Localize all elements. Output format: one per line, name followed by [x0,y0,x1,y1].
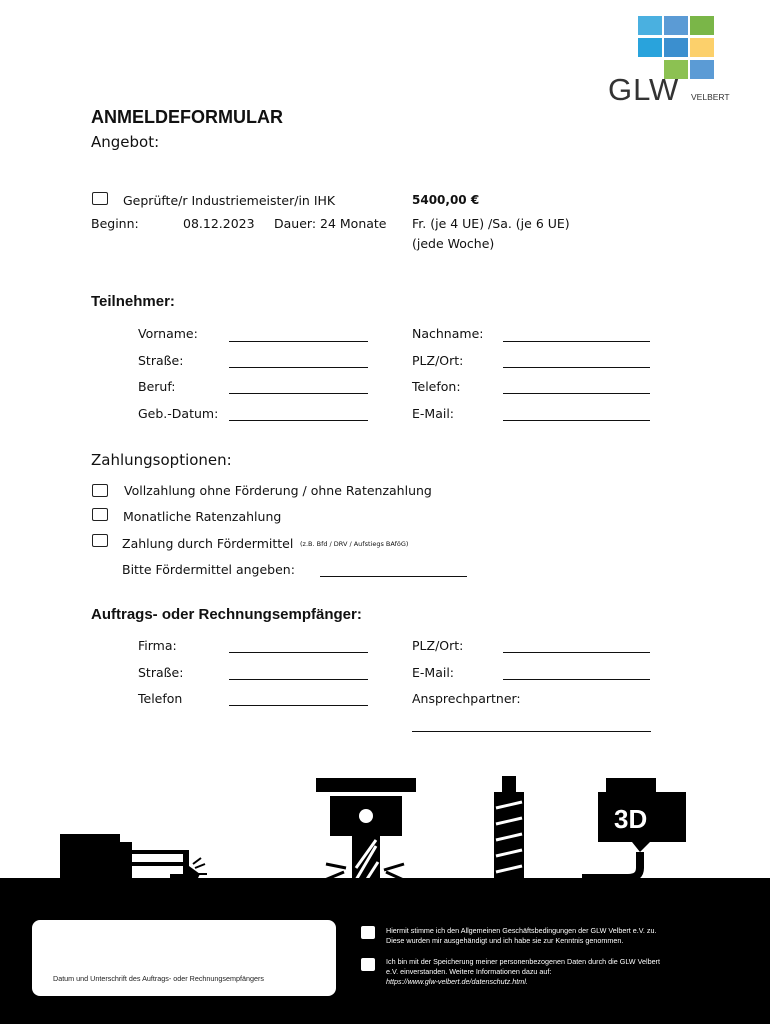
logo-square [664,16,688,35]
payment-heading: Zahlungsoptionen: [91,451,232,469]
terms-text-line: Diese wurden mir ausgehändigt und ich habe sie zur Kenntnis genommen. [386,936,624,945]
logo-square [638,16,662,35]
vorname-field[interactable] [229,341,368,342]
privacy-checkbox[interactable] [361,958,375,971]
participant-heading: Teilnehmer: [91,293,175,310]
recipient-heading: Auftrags- oder Rechnungsempfänger: [91,606,362,623]
terms-text-line: Hiermit stimme ich den Allgemeinen Geschäftsbedingungen der GLW Velbert e.V. zu. [386,926,657,935]
ansprechpartner-field[interactable] [412,731,651,732]
signature-box[interactable] [32,920,336,996]
offer-price: 5400,00 € [412,193,480,207]
privacy-text-line: Ich bin mit der Speicherung meiner personenbezogenen Daten durch die GLW Velbert [386,957,660,966]
payment-option-label: Vollzahlung ohne Förderung / ohne Ratenzahlung [124,483,432,498]
label-recipient-email: E-Mail: [412,665,455,680]
label-email: E-Mail: [412,406,455,421]
logo-subtext: VELBERT [691,92,730,102]
privacy-link[interactable]: https://www.glw-velbert.de/datenschutz.html. [386,977,528,986]
recipient-strasse-field[interactable] [229,679,368,680]
strasse-field[interactable] [229,367,368,368]
telefon-field[interactable] [503,393,650,394]
label-vorname: Vorname: [138,326,198,341]
page-title: ANMELDEFORMULAR [91,107,283,127]
logo-square [638,38,662,57]
milling-machine-icon [316,778,416,890]
label-beruf: Beruf: [138,379,176,394]
logo-text: GLW [608,72,680,107]
label-plz-ort: PLZ/Ort: [412,353,464,368]
logo-square [690,16,714,35]
drill-bit-icon [494,776,524,890]
page-subtitle: Angebot: [91,133,160,151]
machine-illustrations [0,770,770,890]
3d-printer-icon [582,778,686,878]
offer-start-date: 08.12.2023 [183,216,255,231]
payment-option-checkbox[interactable] [92,534,108,547]
offer-course: Geprüfte/r Industriemeister/in IHK [123,193,336,208]
label-nachname: Nachname: [412,326,484,341]
offer-start-label: Beginn: [91,216,139,231]
firma-field[interactable] [229,652,368,653]
label-ansprechpartner: Ansprechpartner: [412,691,521,706]
recipient-telefon-field[interactable] [229,705,368,706]
payment-option-note: (z.B. Bfd / DRV / Aufstiegs BAföG) [300,540,409,548]
3d-label: 3D [614,804,648,834]
label-recipient-telefon: Telefon [138,691,183,706]
terms-checkbox[interactable] [361,926,375,939]
label-recipient-strasse: Straße: [138,665,184,680]
geb-datum-field[interactable] [229,420,368,421]
offer-schedule: Fr. (je 4 UE) /Sa. (je 6 UE) [412,216,570,231]
recipient-email-field[interactable] [503,679,650,680]
funding-label: Bitte Fördermittel angeben: [122,562,295,577]
payment-option-label: Zahlung durch Fördermittel [122,536,294,551]
email-field[interactable] [503,420,650,421]
offer-duration: Dauer: 24 Monate [274,216,387,231]
label-strasse: Straße: [138,353,184,368]
beruf-field[interactable] [229,393,368,394]
recipient-plz-ort-field[interactable] [503,652,650,653]
offer-checkbox[interactable] [92,192,108,205]
logo-square [690,60,714,79]
nachname-field[interactable] [503,341,650,342]
signature-caption: Datum und Unterschrift des Auftrags- oder Rechnungsempfängers [53,974,264,983]
logo [608,14,748,107]
label-firma: Firma: [138,638,177,653]
offer-schedule-note: (jede Woche) [412,236,495,251]
privacy-text-line: e.V. einverstanden. Weitere Informationen dazu auf: [386,967,552,976]
payment-option-label: Monatliche Ratenzahlung [123,509,282,524]
plz-ort-field[interactable] [503,367,650,368]
label-telefon: Telefon: [412,379,461,394]
payment-option-checkbox[interactable] [92,508,108,521]
logo-square [664,38,688,57]
payment-option-checkbox[interactable] [92,484,108,497]
funding-field[interactable] [320,576,467,577]
logo-square [690,38,714,57]
label-geb-datum: Geb.-Datum: [138,406,219,421]
label-recipient-plz-ort: PLZ/Ort: [412,638,464,653]
